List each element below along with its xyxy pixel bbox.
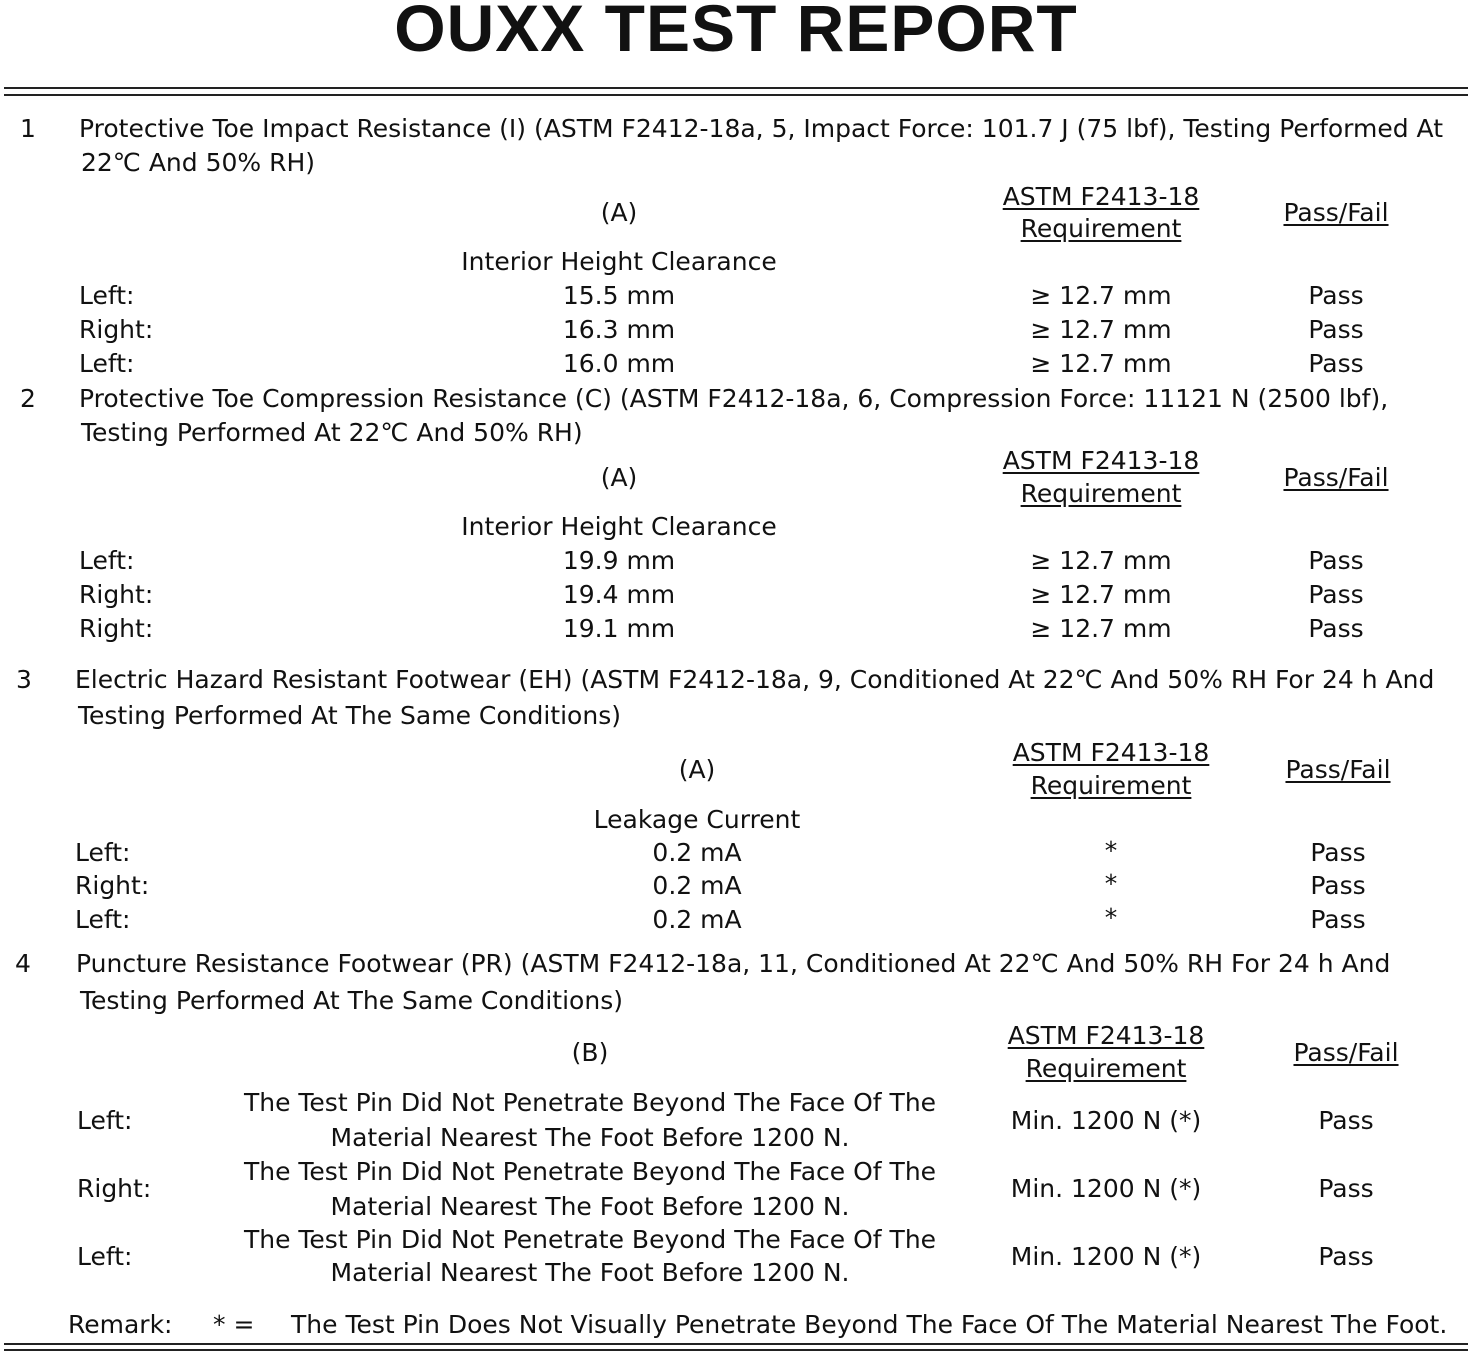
side-label: Left: (79, 349, 135, 378)
result-value: Pass (1308, 349, 1364, 378)
column-a-header: (A) (600, 198, 638, 227)
requirement-header-sub: Requirement (1025, 1054, 1187, 1083)
side-label: Left: (77, 1242, 133, 1271)
measured-value: 0.2 mA (652, 838, 742, 867)
side-label: Left: (77, 1106, 133, 1135)
measured-value: 19.9 mm (562, 546, 676, 575)
column-a-header: (A) (600, 463, 638, 492)
result-value: Pass (1318, 1106, 1374, 1135)
remark-text: The Test Pin Does Not Visually Penetrate Beyond The Face Of The Material Nearest The Foot. (291, 1310, 1448, 1339)
puncture-result-text: The Test Pin Did Not Penetrate Beyond The Face Of The (243, 1088, 937, 1117)
requirement-header: ASTM F2413-18 (1012, 738, 1210, 767)
result-value: Pass (1318, 1174, 1374, 1203)
footer-divider-bottom (4, 1349, 1468, 1351)
result-value: Pass (1308, 546, 1364, 575)
measured-value: 0.2 mA (652, 871, 742, 900)
requirement-value: Min. 1200 N (*) (1010, 1106, 1202, 1135)
requirement-value: * (1104, 903, 1118, 932)
requirement-header-sub: Requirement (1020, 479, 1182, 508)
requirement-value: ≥ 12.7 mm (1030, 546, 1172, 575)
puncture-result-text: The Test Pin Did Not Penetrate Beyond The Face Of The (243, 1157, 937, 1186)
section-number: 3 (16, 665, 32, 694)
measurement-label: Interior Height Clearance (461, 247, 777, 276)
result-value: Pass (1310, 838, 1366, 867)
side-label: Right: (79, 315, 154, 344)
requirement-value: ≥ 12.7 mm (1030, 281, 1172, 310)
measurement-label: Interior Height Clearance (461, 512, 777, 541)
column-b-header: (B) (571, 1038, 609, 1067)
measured-value: 15.5 mm (562, 281, 676, 310)
puncture-result-text-cont: Material Nearest The Foot Before 1200 N. (330, 1192, 850, 1221)
remark-symbol: * = (213, 1310, 255, 1339)
header-divider-bottom (4, 94, 1468, 96)
section-heading-cont: Testing Performed At 22℃ And 50% RH) (81, 418, 583, 447)
requirement-value: ≥ 12.7 mm (1030, 614, 1172, 643)
section-heading-cont: Testing Performed At The Same Conditions) (80, 986, 623, 1015)
side-label: Right: (79, 614, 154, 643)
pass-fail-header: Pass/Fail (1283, 198, 1389, 227)
puncture-result-text-cont: Material Nearest The Foot Before 1200 N. (330, 1123, 850, 1152)
pass-fail-header: Pass/Fail (1293, 1038, 1399, 1067)
section-heading: Protective Toe Compression Resistance (C) (ASTM F2412-18a, 6, Compression Force: 11121 N (2500 lbf), (79, 384, 1389, 413)
result-value: Pass (1308, 281, 1364, 310)
side-label: Right: (77, 1174, 152, 1203)
result-value: Pass (1318, 1242, 1374, 1271)
section-number: 1 (20, 114, 36, 143)
requirement-value: Min. 1200 N (*) (1010, 1242, 1202, 1271)
pass-fail-header: Pass/Fail (1283, 463, 1389, 492)
column-a-header: (A) (678, 755, 716, 784)
result-value: Pass (1308, 614, 1364, 643)
remark-label: Remark: (68, 1310, 173, 1339)
side-label: Left: (79, 281, 135, 310)
section-heading-cont: 22℃ And 50% RH) (81, 148, 316, 177)
measurement-label: Leakage Current (593, 805, 801, 834)
requirement-value: ≥ 12.7 mm (1030, 315, 1172, 344)
requirement-header: ASTM F2413-18 (1007, 1021, 1205, 1050)
measured-value: 16.3 mm (562, 315, 676, 344)
side-label: Right: (79, 580, 154, 609)
requirement-header: ASTM F2413-18 (1002, 182, 1200, 211)
requirement-header: ASTM F2413-18 (1002, 446, 1200, 475)
requirement-value: ≥ 12.7 mm (1030, 349, 1172, 378)
requirement-value: ≥ 12.7 mm (1030, 580, 1172, 609)
measured-value: 16.0 mm (562, 349, 676, 378)
puncture-result-text-cont: Material Nearest The Foot Before 1200 N. (330, 1258, 850, 1283)
requirement-value: Min. 1200 N (*) (1010, 1174, 1202, 1203)
measured-value: 0.2 mA (652, 905, 742, 934)
measured-value: 19.1 mm (562, 614, 676, 643)
result-value: Pass (1310, 905, 1366, 934)
section-number: 4 (15, 949, 31, 978)
pass-fail-header: Pass/Fail (1285, 755, 1391, 784)
section-number: 2 (20, 384, 36, 413)
report-title: OUXX TEST REPORT (394, 0, 1078, 65)
measured-value: 19.4 mm (562, 580, 676, 609)
side-label: Left: (75, 905, 131, 934)
result-value: Pass (1310, 871, 1366, 900)
header-divider-top (4, 87, 1468, 89)
section-heading: Puncture Resistance Footwear (PR) (ASTM F2412-18a, 11, Conditioned At 22℃ And 50% RH For 24 h And (76, 949, 1391, 978)
puncture-result-text: The Test Pin Did Not Penetrate Beyond The Face Of The (243, 1225, 937, 1254)
side-label: Left: (75, 838, 131, 867)
side-label: Left: (79, 546, 135, 575)
result-value: Pass (1308, 315, 1364, 344)
section-heading: Protective Toe Impact Resistance (I) (ASTM F2412-18a, 5, Impact Force: 101.7 J (75 lbf), Testing Performed At (79, 114, 1444, 143)
requirement-header-sub: Requirement (1030, 771, 1192, 800)
section-heading: Electric Hazard Resistant Footwear (EH) (ASTM F2412-18a, 9, Conditioned At 22℃ And 50% RH For 24 h And (75, 665, 1435, 694)
footer-divider-top (4, 1343, 1468, 1345)
section-heading-cont: Testing Performed At The Same Conditions) (78, 701, 621, 730)
requirement-value: * (1104, 869, 1118, 898)
requirement-value: * (1104, 836, 1118, 865)
side-label: Right: (75, 871, 150, 900)
result-value: Pass (1308, 580, 1364, 609)
requirement-header-sub: Requirement (1020, 214, 1182, 243)
